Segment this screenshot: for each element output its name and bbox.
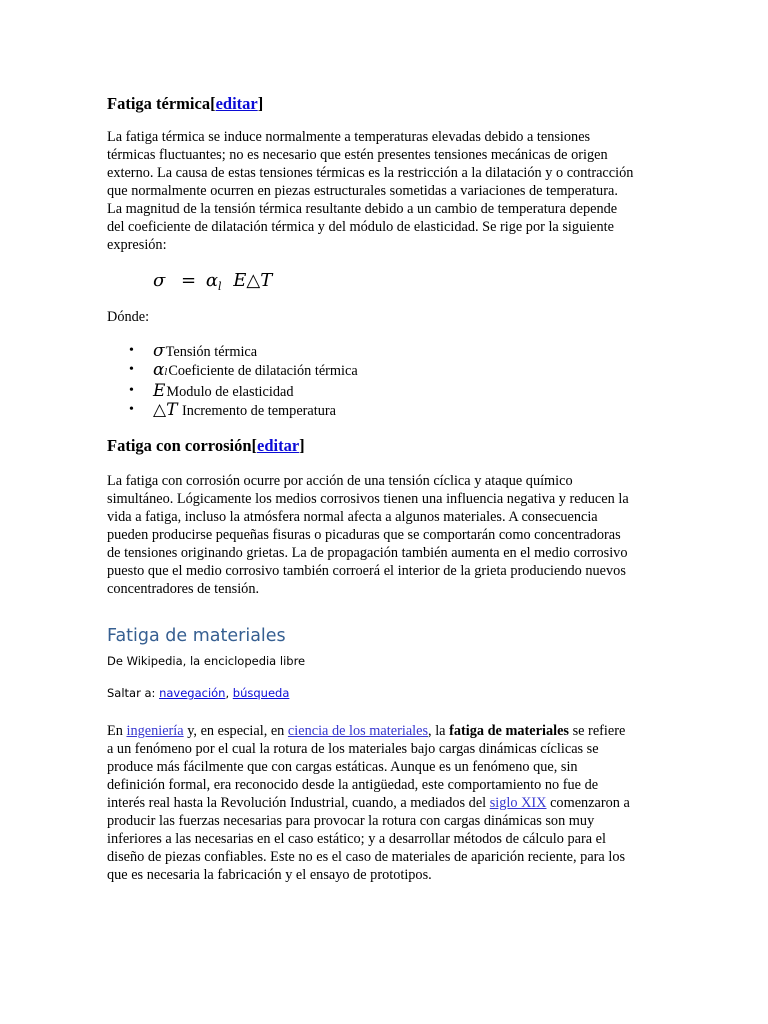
list-item [107, 401, 358, 420]
text-line: inferiores a las necesarias en el caso estático; y a desarrollar métodos de cálculo para el [107, 831, 606, 847]
edit-link-termica[interactable]: editar [215, 94, 258, 113]
list-item-text: Modulo de elasticidad [166, 384, 294, 400]
text-run: En [107, 723, 127, 739]
bold-term: fatiga de materiales [449, 723, 569, 739]
text-line: producir las fuerzas necesarias para provocar la rotura con cargas dinámicas son muy [107, 813, 595, 829]
symbol-e: E [153, 381, 166, 401]
text-line: pueden producirse pequeñas fisuras o picaduras que se comportarán como concentradoras [107, 527, 621, 543]
text-run: y, en especial, en [183, 723, 288, 739]
list-item [107, 382, 358, 401]
formula-alpha-sub: l [218, 280, 222, 293]
list-item [107, 342, 358, 361]
text-line: externo. La causa de estas tensiones térmicas es la restricción a la dilatación y o contracción [107, 165, 634, 181]
donde-label: Dónde: [107, 309, 150, 325]
text-line: térmicas fluctuantes; no es necesario que estén presentes tensiones mecánicas de origen [107, 147, 608, 163]
heading-text: Fatiga con corrosión [107, 436, 252, 455]
formula-equals: = [181, 270, 197, 291]
variable-list [107, 342, 358, 420]
symbol-sigma: σ [153, 341, 165, 361]
heading-fatiga-termica [107, 94, 263, 114]
text-line: produce más fácilmente que con cargas estáticas. Aunque es un fenómeno que, sin [107, 759, 578, 775]
skip-navigation-link[interactable]: navegación [159, 686, 226, 700]
bracket-open: [ [251, 436, 258, 455]
heading-text: Fatiga térmica [107, 94, 211, 113]
text-run: se refiere [569, 723, 626, 739]
bracket-open: [ [210, 94, 216, 113]
formula-alpha: α [205, 270, 219, 291]
bracket-close: ] [299, 436, 305, 455]
link-ingenieria[interactable]: ingeniería [126, 723, 184, 739]
list-item-text: Incremento de temperatura [178, 403, 337, 419]
paragraph-materiales [107, 722, 667, 884]
text-run: comenzaron a [546, 795, 630, 811]
symbol-alpha [153, 360, 167, 380]
text-line: que normalmente ocurren en piezas estructurales sometidas a variaciones de temperatura. [107, 183, 618, 199]
text-line: expresión: [107, 237, 167, 253]
text-line [107, 794, 667, 812]
link-ciencia-materiales[interactable]: ciencia de los materiales [287, 723, 429, 739]
formula-thermal-stress [153, 270, 272, 293]
link-siglo-xix[interactable]: siglo XIX [489, 795, 547, 811]
text-line: de tensiones originando grietas. La de propagación también aumenta en el medio corrosivo [107, 545, 628, 561]
list-item-text: Coeficiente de dilatación térmica [168, 363, 358, 379]
text-line: La fatiga con corrosión ocurre por acción de una tensión cíclica y ataque químico [107, 473, 573, 489]
formula-t: T [260, 270, 273, 291]
list-item [107, 361, 358, 382]
text-run: , la [428, 723, 450, 739]
skip-links [107, 686, 289, 700]
formula-e: E [233, 270, 247, 291]
symbol-alpha-base: α [153, 360, 165, 380]
paragraph-corrosion [107, 472, 667, 598]
symbol-alpha-sub: l [164, 368, 168, 378]
text-line: La magnitud de la tensión térmica resultante debido a un cambio de temperatura depende [107, 201, 618, 217]
paragraph-termica [107, 128, 667, 254]
bracket-close: ] [257, 94, 264, 113]
edit-link-corrosion[interactable]: editar [257, 436, 300, 455]
text-line: definición formal, era reconocido desde la antigüedad, este comportamiento no fue de [107, 777, 599, 793]
text-line: del coeficiente de dilatación térmica y del módulo de elasticidad. Se rige por la siguiente [107, 219, 614, 235]
text-line: puesto que el medio corrosivo también corroerá el interior de la grieta produciendo nuevos [107, 563, 626, 579]
article-title: Fatiga de materiales [107, 626, 286, 646]
text-line: simultáneo. Lógicamente los medios corrosivos tienen una influencia negativa y reducen la [107, 491, 629, 507]
symbol-delta-t: △T [153, 400, 178, 420]
text-line: a un fenómeno por el cual la rotura de los materiales bajo cargas dinámicas cíclicas se [107, 741, 599, 757]
text-line [107, 722, 667, 740]
skip-label: Saltar a: [107, 686, 160, 700]
skip-separator: , [225, 686, 233, 700]
text-line: La fatiga térmica se induce normalmente a temperaturas elevadas debido a tensiones [107, 129, 591, 145]
text-line: que es necesaria la fabricación y el ensayo de prototipos. [107, 867, 432, 883]
text-line: diseño de piezas confiables. Este no es el caso de materiales de aparición reciente, para los [107, 849, 626, 865]
skip-search-link[interactable]: búsqueda [232, 686, 290, 700]
article-subtitle: De Wikipedia, la enciclopedia libre [107, 654, 306, 668]
text-line: concentradores de tensión. [107, 581, 260, 597]
heading-fatiga-corrosion [107, 436, 305, 456]
list-item-text: Tensión térmica [165, 344, 258, 360]
formula-sigma: σ [153, 270, 166, 291]
text-run: interés real hasta la Revolución Industrial, cuando, a mediados del [107, 795, 490, 811]
formula-delta: △ [246, 270, 261, 291]
text-line: vida a fatiga, incluso la atmósfera normal afecta a algunos materiales. A consecuencia [107, 509, 598, 525]
